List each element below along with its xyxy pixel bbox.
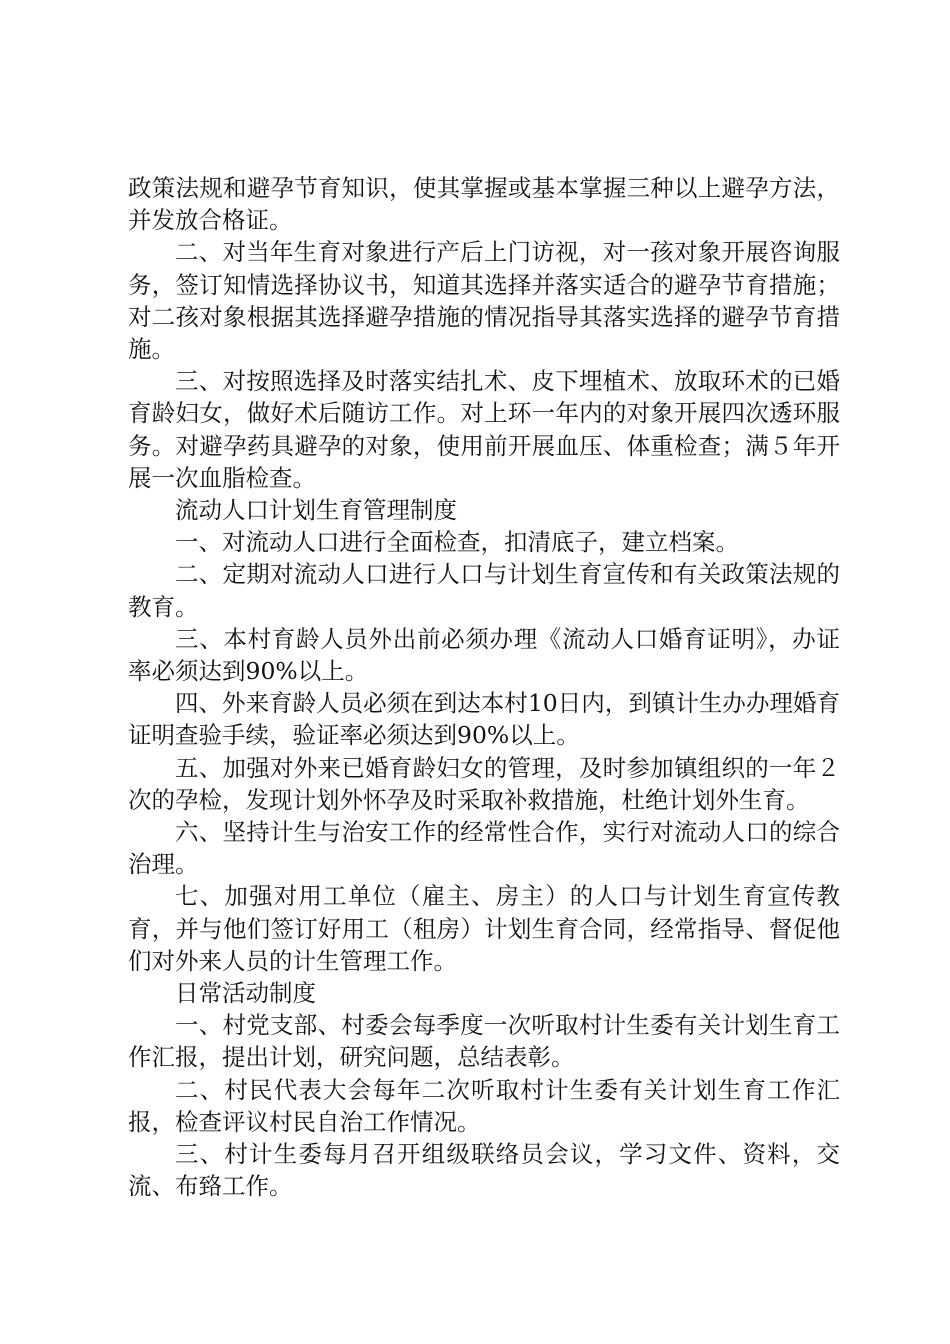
- paragraph-item: 三、村计生委每月召开组级联络员会议，学习文件、资料，交流、布臵工作。: [128, 1140, 840, 1201]
- paragraph-item: 三、本村育龄人员外出前必须办理《流动人口婚育证明》，办证率必须达到90%以上。: [128, 624, 840, 686]
- document-page: [128, 172, 840, 1203]
- paragraph-item: 七、加强对用工单位（雇主、房主）的人口与计划生育宣传教育，并与他们签订好用工（租房）计划生育合同，经常指导、督促他们对外来人员的计生管理工作。: [128, 882, 840, 975]
- paragraph-item: 四、外来育龄人员必须在到达本村10日内，到镇计生办办理婚育证明查验手续，验证率必须达到90%以上。: [128, 689, 840, 750]
- paragraph-item: 一、对流动人口进行全面检查，扣清底子，建立档案。: [175, 528, 739, 557]
- paragraph-item: 五、加强对外来已婚育龄妇女的管理，及时参加镇组织的一年２次的孕检，发现计划外怀孕及时采取补救措施，杜绝计划外生育。: [128, 753, 840, 814]
- section-heading: 日常活动制度: [175, 979, 316, 1008]
- paragraph-continuation: 政策法规和避孕节育知识，使其掌握或基本掌握三种以上避孕方法，并发放合格证。: [128, 174, 840, 235]
- paragraph-item: 二、定期对流动人口进行人口与计划生育宣传和有关政策法规的教育。: [128, 560, 840, 621]
- paragraph-item: 一、村党支部、村委会每季度一次听取村计生委有关计划生育工作汇报，提出计划，研究问题，总结表彰。: [128, 1011, 840, 1072]
- paragraph-item: 二、村民代表大会每年二次听取村计生委有关计划生育工作汇报，检查评议村民自治工作情况。: [128, 1075, 840, 1136]
- paragraph-item: 六、坚持计生与治安工作的经常性合作，实行对流动人口的综合治理。: [128, 818, 840, 879]
- paragraph-item: 三、对按照选择及时落实结扎术、皮下埋植术、放取环术的已婚育龄妇女，做好术后随访工作。对上环一年内的对象开展四次透环服务。对避孕药具避孕的对象，使用前开展血压、体重检查；满５年开展一次血脂检查。: [128, 367, 840, 492]
- section-heading: 流动人口计划生育管理制度: [175, 496, 457, 525]
- paragraph-item: 二、对当年生育对象进行产后上门访视，对一孩对象开展咨询服务，签订知情选择协议书，知道其选择并落实适合的避孕节育措施；对二孩对象根据其选择避孕措施的情况指导其落实选择的避孕节育措施。: [128, 238, 840, 364]
